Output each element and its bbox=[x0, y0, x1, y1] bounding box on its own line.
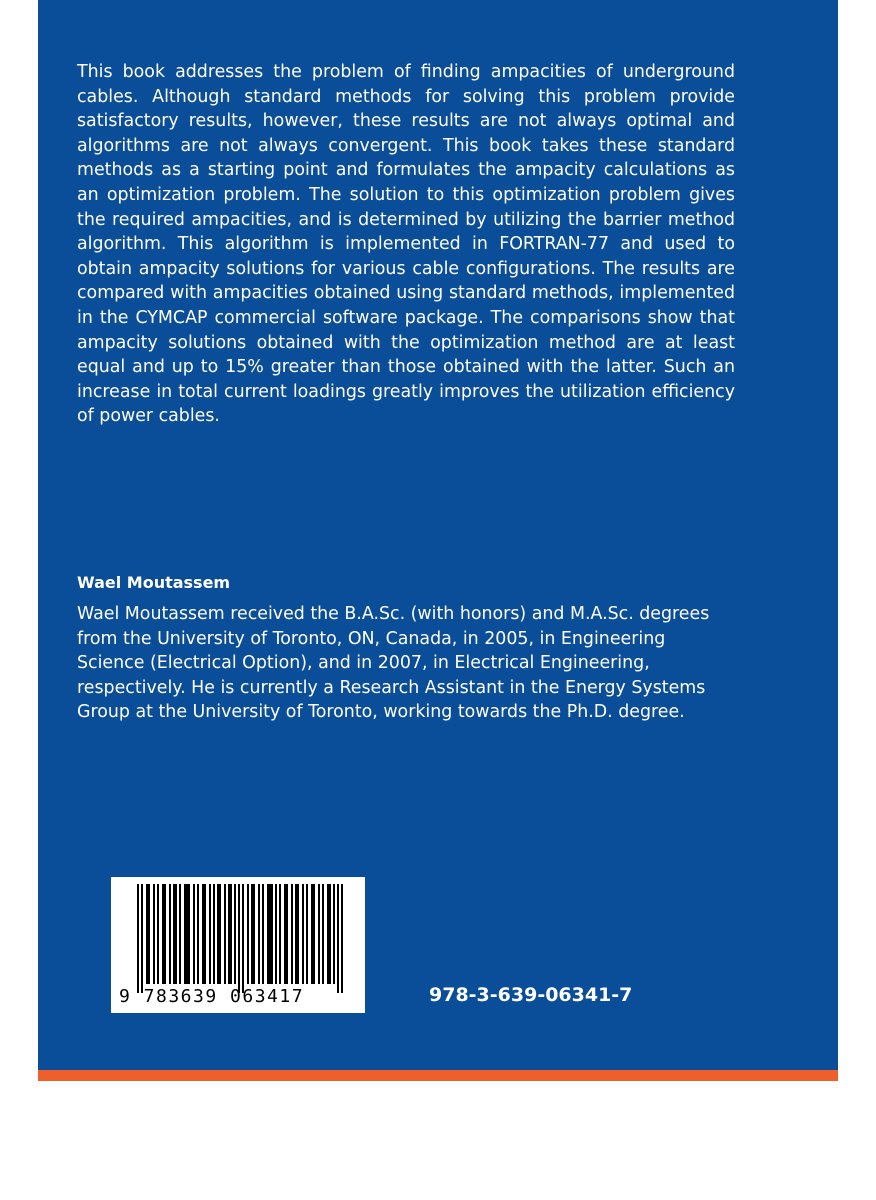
author-name: Wael Moutassem bbox=[77, 573, 231, 592]
isbn-number: 978-3-639-06341-7 bbox=[429, 984, 633, 1006]
author-bio: Wael Moutassem received the B.A.Sc. (with honors) and M.A.Sc. degrees from the University of Toronto, ON, Canada, in 2005, in Engineering Science (Electrical Option), and in 2007, in Electrical Engineering, respectively. He is currently a Research Assistant in the Energy Systems Group at the University of Toronto, working towards the Ph.D. degree. bbox=[77, 604, 710, 723]
book-description: This book addresses the problem of finding ampacities of underground cables. Although standard methods for solving this problem provide satisfactory results, however, these results are not always optimal and algorithms are not always convergent. This book takes these standard methods as a starting point and formulates the ampacity calculations as an optimization problem. The solution to this optimization problem gives the required ampacities, and is determined by utilizing the barrier method algorithm. This algorithm is implemented in FORTRAN-77 and used to obtain ampacity solutions for various cable configurations. The results are compared with ampacities obtained using standard methods, implemented in the CYMCAP commercial software package. The comparisons show that ampacity solutions obtained with the optimization method are at least equal and up to 15% greater than those obtained with the latter. Such an increase in total current loadings greatly improves the utilization efficiency of power cables. bbox=[77, 62, 735, 427]
barcode bbox=[111, 877, 365, 1013]
accent-bar bbox=[38, 1070, 838, 1081]
barcode-digits: 9 783639 063417 bbox=[119, 986, 305, 1007]
